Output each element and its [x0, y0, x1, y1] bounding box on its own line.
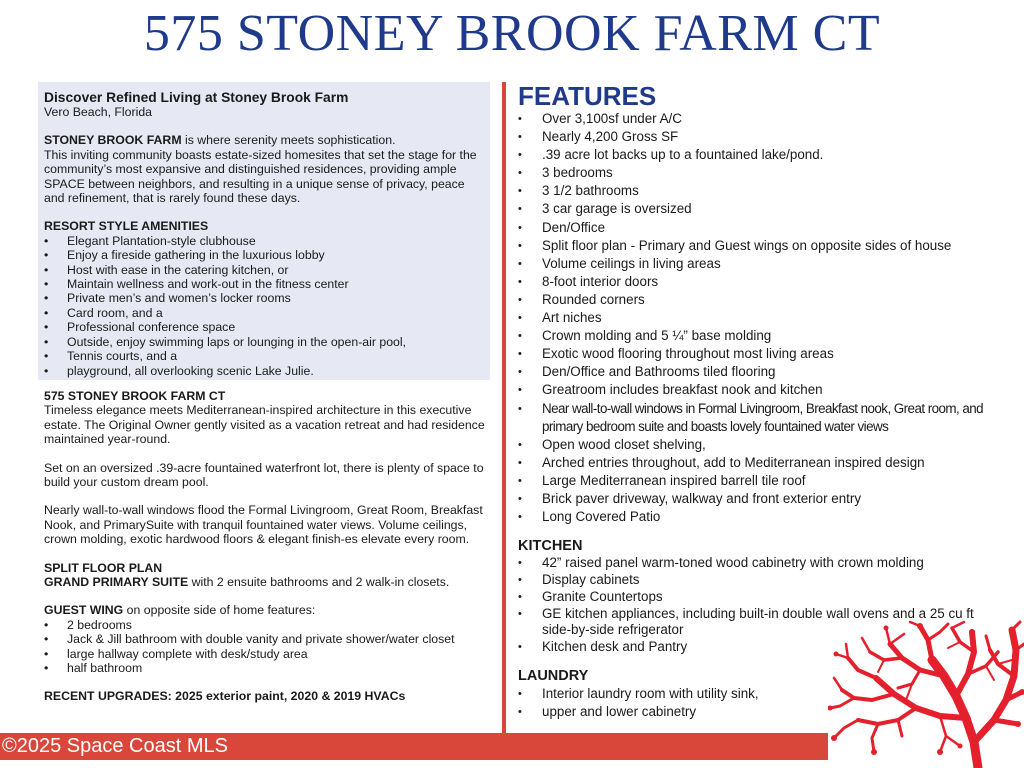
guest-wing-bold: GUEST WING — [44, 603, 124, 618]
guest-wing-rest: on opposite side of home features: — [123, 603, 316, 618]
features-list — [518, 110, 988, 526]
left-column — [44, 90, 488, 704]
primary-suite-line — [44, 575, 488, 589]
list-item: • 42” raised panel warm-toned wood cabinetry with crown molding — [518, 555, 988, 572]
intro-body: This inviting community boasts estate-sized homesites that set the stage for the community’s most expansive and distinguished residences, providing ample SPACE between neighbors, and resulting in a unique sense of privacy, peace and refinement, that is rarely found these days. — [44, 147, 477, 206]
list-item: • Professional conference space — [44, 320, 488, 334]
list-item: • Private men’s and women’s locker rooms — [44, 291, 488, 305]
list-item: • Over 3,100sf under A/C — [518, 110, 988, 128]
list-item: • Card room, and a — [44, 306, 488, 320]
features-heading: FEATURES — [518, 81, 657, 111]
list-item: • Kitchen desk and Pantry — [518, 639, 988, 656]
list-item: • Rounded corners — [518, 291, 988, 309]
list-item: • Den/Office and Bathrooms tiled flooring — [518, 363, 988, 381]
list-item: • Host with ease in the catering kitchen, or — [44, 263, 488, 277]
primary-suite-rest: with 2 ensuite bathrooms and 2 walk-in closets. — [188, 574, 450, 589]
intro-lead-bold: STONEY BROOK FARM — [44, 133, 182, 148]
list-item: • Den/Office — [518, 219, 988, 237]
primary-suite-bold: GRAND PRIMARY SUITE — [44, 574, 189, 589]
list-item: • Granite Countertops — [518, 589, 988, 606]
list-item: • Tennis courts, and a — [44, 349, 488, 363]
list-item: • 3 car garage is oversized — [518, 200, 988, 218]
property-heading: 575 STONEY BROOK FARM CT — [44, 388, 226, 403]
amenities-heading: RESORT STYLE AMENITIES — [44, 219, 209, 234]
list-item: • Split floor plan - Primary and Guest wings on opposite sides of house — [518, 237, 988, 255]
list-item: • Greatroom includes breakfast nook and kitchen — [518, 381, 988, 399]
list-item: • 3 1/2 bathrooms — [518, 182, 988, 200]
list-item: • Display cabinets — [518, 572, 988, 589]
list-item: • Large Mediterranean inspired barrell tile roof — [518, 472, 988, 490]
list-item: • Long Covered Patio — [518, 508, 988, 526]
list-item: • 2 bedrooms — [44, 618, 488, 632]
list-item: • Brick paver driveway, walkway and front exterior entry — [518, 490, 988, 508]
list-item: • Interior laundry room with utility sink, — [518, 685, 988, 703]
list-item: • GE kitchen appliances, including built-in double wall ovens and a 25 cu ft side-by-side refrigerator — [518, 606, 988, 640]
intro-lead — [44, 133, 488, 147]
list-item: • Elegant Plantation-style clubhouse — [44, 234, 488, 248]
list-item: • upper and lower cabinetry — [518, 703, 988, 721]
list-item: • Outside, enjoy swimming laps or lounging in the open-air pool, — [44, 335, 488, 349]
list-item: • Enjoy a fireside gathering in the luxurious lobby — [44, 248, 488, 262]
list-item: • Art niches — [518, 309, 988, 327]
copyright-text: ©2025 Space Coast MLS — [2, 735, 228, 757]
intro-heading: Discover Refined Living at Stoney Brook Farm — [44, 90, 349, 105]
property-para-2: Set on an oversized .39-acre fountained waterfront lot, there is plenty of space to build your custom dream pool. — [44, 460, 484, 489]
list-item: • .39 acre lot backs up to a fountained lake/pond. — [518, 146, 988, 164]
list-item: • Maintain wellness and work-out in the fitness center — [44, 277, 488, 291]
coral-icon — [828, 620, 1024, 768]
list-item: • half bathroom — [44, 661, 488, 675]
list-item: • 8-foot interior doors — [518, 273, 988, 291]
list-item: • 3 bedrooms — [518, 164, 988, 182]
list-item: • Nearly 4,200 Gross SF — [518, 128, 988, 146]
intro-location: Vero Beach, Florida — [44, 105, 152, 119]
guest-wing-line — [44, 603, 488, 617]
amenities-list — [44, 234, 488, 378]
guest-wing-list — [44, 618, 488, 676]
list-item: • Jack & Jill bathroom with double vanity and private shower/water closet — [44, 632, 488, 646]
recent-upgrades: RECENT UPGRADES: 2025 exterior paint, 2020 & 2019 HVACs — [44, 689, 406, 704]
list-item: • Near wall-to-wall windows in Formal Livingroom, Breakfast nook, Great room, and primary bedroom suite and boasts lovely fountained water views — [518, 400, 988, 436]
list-item: • large hallway complete with desk/study area — [44, 647, 488, 661]
laundry-heading: LAUNDRY — [518, 667, 589, 684]
list-item: • playground, all overlooking scenic Lake Julie. — [44, 364, 488, 378]
list-item: • Volume ceilings in living areas — [518, 255, 988, 273]
column-divider — [502, 82, 506, 734]
kitchen-heading: KITCHEN — [518, 538, 583, 555]
intro-lead-rest: is where serenity meets sophistication. — [181, 133, 396, 148]
property-para-3: Nearly wall-to-wall windows flood the Formal Livingroom, Great Room, Breakfast Nook, and PrimarySuite with tranquil fountained water views. Volume ceilings, crown molding, exotic hardwood floors & elegant finish-es elevate every room. — [44, 503, 483, 547]
split-plan-heading: SPLIT FLOOR PLAN — [44, 560, 163, 575]
list-item: • Crown molding and 5 ¼” base molding — [518, 327, 988, 345]
property-para-1: Timeless elegance meets Mediterranean-inspired architecture in this executive estate. The Original Owner gently visited as a vacation retreat and had residence maintained year-round. — [44, 403, 485, 447]
list-item: • Exotic wood flooring throughout most living areas — [518, 345, 988, 363]
list-item: • Open wood closet shelving, — [518, 436, 988, 454]
list-item: • Arched entries throughout, add to Mediterranean inspired design — [518, 454, 988, 472]
page-title: 575 STONEY BROOK FARM CT — [143, 5, 881, 62]
